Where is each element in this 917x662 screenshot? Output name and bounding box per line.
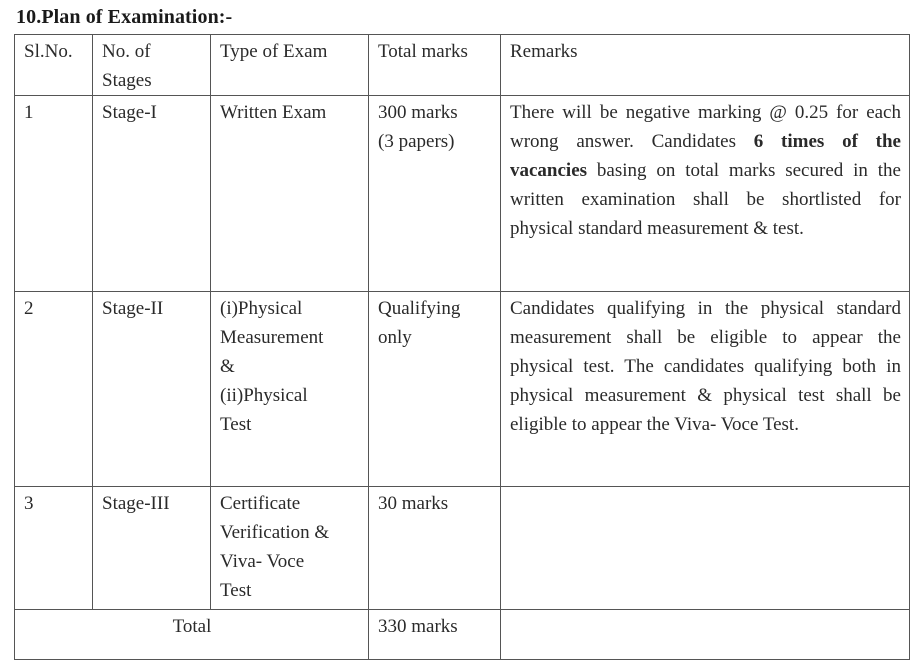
- cell-total-marks: 30 marks: [369, 487, 501, 610]
- header-type-of-exam: Type of Exam: [211, 35, 369, 96]
- cell-total-marks: 300 marks (3 papers): [369, 96, 501, 292]
- table-row: [15, 292, 910, 487]
- cell-stage: Stage-II: [93, 292, 211, 487]
- header-no-of-stages: No. of Stages: [93, 35, 211, 96]
- total-row: [15, 610, 910, 660]
- table-header-row: [15, 35, 910, 96]
- cell-sl-no: 2: [15, 292, 93, 487]
- section-number: 10.: [16, 6, 42, 28]
- table-row: [15, 96, 910, 292]
- cell-type-of-exam: (i)Physical Measurement & (ii)Physical Test: [211, 292, 369, 487]
- header-sl-no: Sl.No.: [15, 35, 93, 96]
- cell-stage: Stage-I: [93, 96, 211, 292]
- cell-sl-no: 3: [15, 487, 93, 610]
- cell-stage: Stage-III: [93, 487, 211, 610]
- bold-emphasis: 6 times of the vacancies: [510, 131, 901, 181]
- cell-remarks: There will be negative marking @ 0.25 for each wrong answer. Candidates 6 times of the vacancies basing on total marks secured in the written examination shall be shortlisted for physical standard measurement & test.: [501, 96, 910, 292]
- cell-sl-no: 1: [15, 96, 93, 292]
- section-title: Plan of Examination:-: [41, 6, 233, 28]
- section-heading: [16, 6, 232, 29]
- plan-of-examination-table: [14, 34, 910, 660]
- header-total-marks: Total marks: [369, 35, 501, 96]
- total-marks: 330 marks: [369, 610, 501, 660]
- cell-total-marks: Qualifying only: [369, 292, 501, 487]
- table-row: [15, 487, 910, 610]
- total-label: Total: [15, 610, 369, 660]
- total-remarks: [501, 610, 910, 660]
- cell-remarks: Candidates qualifying in the physical standard measurement shall be eligible to appear the physical test. The candidates qualifying both in physical measurement & physical test shall be eligible to appear the Viva- Voce Test.: [501, 292, 910, 487]
- header-remarks: Remarks: [501, 35, 910, 96]
- cell-type-of-exam: Written Exam: [211, 96, 369, 292]
- cell-type-of-exam: Certificate Verification & Viva- Voce Test: [211, 487, 369, 610]
- cell-remarks: [501, 487, 910, 610]
